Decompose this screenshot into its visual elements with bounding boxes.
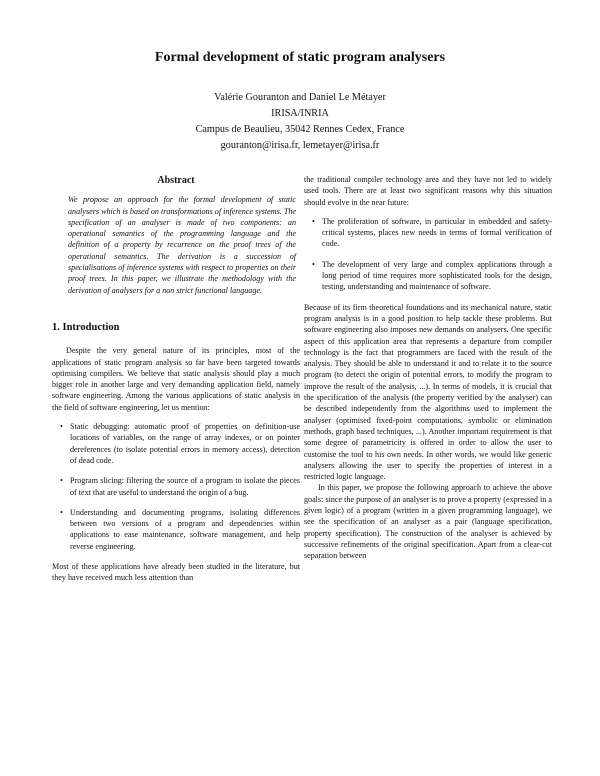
list-item: • The proliferation of software, in particular in embedded and safety-critical systems, places new needs in terms of formal verification of code. bbox=[312, 216, 552, 249]
intro-paragraph-2: Most of these applications have already been studied in the literature, but they have received much less attention than bbox=[52, 562, 300, 583]
bullet-icon: • bbox=[60, 422, 63, 432]
right-paragraph-2: Because of its firm theoretical foundations and its mechanical nature, static program analysis is in a good position to help tackle these problems. But software engineering also imposes new demands on analysers. One specific aspect of this application area that represents a departure from compiler technology is the fact that programmers are faced with the result of the analysis. They should be able to understand it and to relate it to the source program (to detect the origin of potential errors, to modify the program to improve the result of the analysis, ...). In terms of models, it is crucial that the specification of the analysis (the property verified by the analyser) can be described independently from the algorithms used to implement the analyser (optimised fixed-point computations, symbolic or elimination methods, graph based techniques, ...). Another important requirement is that some degree of parametricity is offered in order to allow the user to customise the tool to his own needs. In other words, we would like generic analysers allowing the user to specify the properties of interest in a restricted logic language. bbox=[304, 302, 552, 482]
list-item: • Static debugging: automatic proof of properties on definition-use locations of variables, on the range of array indexes, or on pointer dereferences (to isolate potential errors in memory access), detection of dead code. bbox=[60, 422, 300, 465]
author-block bbox=[0, 90, 600, 154]
right-paragraph-3: In this paper, we propose the following approach to achieve the above goals: since the purpose of an analyser is to prove a property (expressed in a given logic) of a program (written in a given programming language), we see the specification of an analyser as a pair (language specification, property specification). The construction of the analyser is achieved by successive refinements of the original specification. Apart from a clear-cut separation between bbox=[304, 483, 552, 561]
address: Campus de Beaulieu, 35042 Rennes Cedex, France bbox=[195, 124, 405, 135]
right-bullet-list bbox=[304, 216, 552, 293]
list-item: • Understanding and documenting programs, isolating differences between two versions of a program and dependencies within applications to ease maintenance, software management, and help reverse engineering. bbox=[60, 507, 300, 551]
bullet-icon: • bbox=[60, 507, 63, 517]
right-paragraph-1: the traditional compiler technology area and they have not led to widely used tools. There are at least two significant reasons why this situation should evolve in the near future: bbox=[304, 175, 552, 207]
list-item: • Program slicing: filtering the source of a program to isolate the pieces of text that are useful to understand the origin of a bug. bbox=[60, 476, 300, 497]
author-names: Valérie Gouranton and Daniel Le Métayer bbox=[214, 92, 386, 103]
abstract-heading: Abstract bbox=[157, 175, 195, 186]
bullet-icon: • bbox=[312, 216, 315, 226]
abstract-text: We propose an approach for the formal development of static analysers which is based on transformations of inference systems. The specification of an analyser is made of two components: an operational semantics of the programming language and the definition of a property by recurrence on the proof trees of the operational semantics. The derivation is a succession of specialisations of inference systems with respect to properties on their proof trees. In this paper, we illustrate the methodology with the derivation of analysers for a non strict functional language. bbox=[68, 195, 296, 295]
right-column bbox=[304, 174, 552, 562]
bullet-icon: • bbox=[312, 259, 315, 269]
intro-heading: 1. Introduction bbox=[52, 321, 120, 333]
emails: gouranton@irisa.fr, lemetayer@irisa.fr bbox=[220, 140, 380, 151]
affiliation: IRISA/INRIA bbox=[271, 108, 329, 119]
left-column bbox=[52, 175, 300, 584]
intro-bullet-list bbox=[52, 421, 300, 552]
paper-title: Formal development of static program analysers bbox=[154, 50, 446, 65]
bullet-icon: • bbox=[60, 476, 63, 486]
list-item: • The development of very large and complex applications through a long period of time requires more sophisticated tools for the design, testing, understanding and maintenance of software. bbox=[312, 259, 552, 292]
intro-paragraph-1: Despite the very general nature of its principles, most of the applications of static program analysis so far have been targeted towards optimising compilers. We believe that static analysis should play a much bigger role in another large and very demanding application field, namely software engineering. Among the various applications of static analysis in the field of software engineering, let us mention: bbox=[52, 346, 300, 412]
